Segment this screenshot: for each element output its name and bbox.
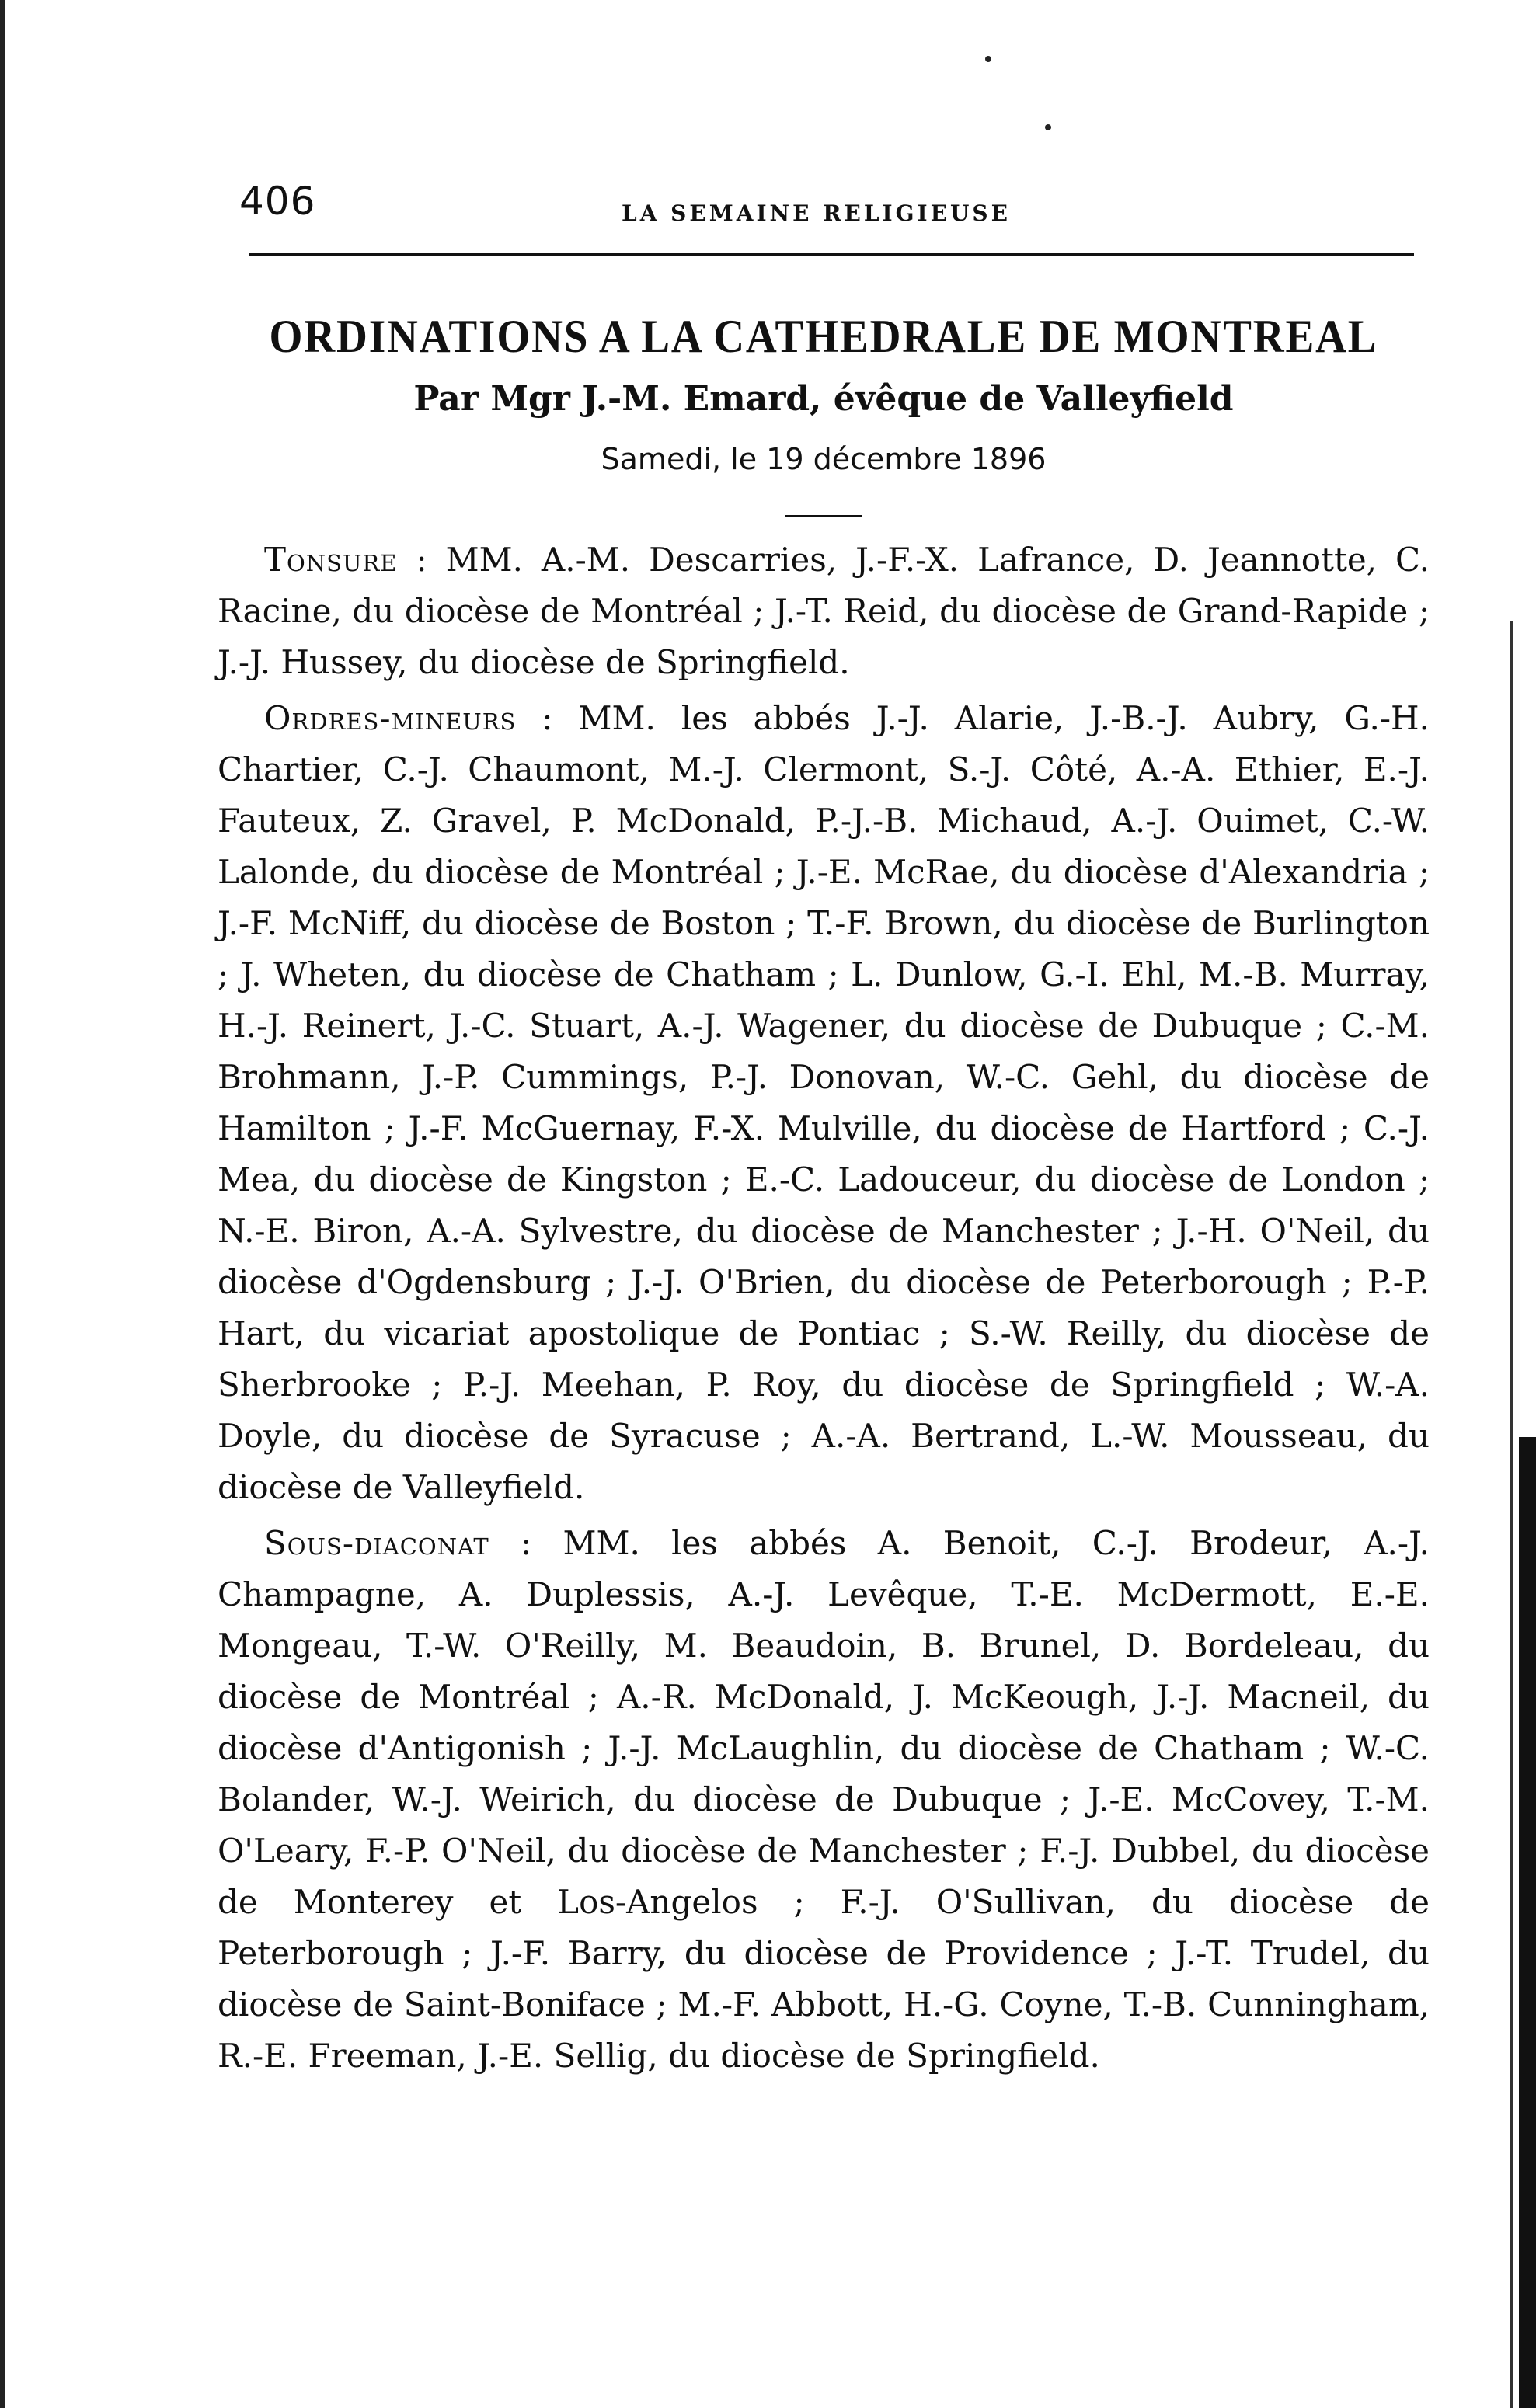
page: [218, 171, 1430, 2086]
scan-speck: [985, 56, 991, 62]
article-date: Samedi, le 19 décembre 1896: [601, 442, 1047, 476]
section-text: : MM. les abbés A. Benoit, C.-J. Brodeur, A.-J. Champagne, A. Duplessis, A.-J. Levêque, T.-E. McDermott, E.-E. Mongeau, T.-W. O'Reilly, M. Beaudoin, B. Brunel, D. Bordeleau, du diocèse de Montréal ; A.-R. McDonald, J. McKeough, J.-J. Macneil, du diocèse d'Antigonish ; J.-J. McLaughlin, du diocèse de Chatham ; W.-C. Bolander, W.-J. Weirich, du diocèse de Dubuque ; J.-E. McCovey, T.-M. O'Leary, F.-P. O'Neil, du diocèse de Manchester ; F.-J. Dubbel, du diocèse de Monterey et Los-Angelos ; F.-J. O'Sullivan, du diocèse de Peterborough ; J.-F. Barry, du diocèse de Providence ; J.-T. Trudel, du diocèse de Saint-Boniface ; M.-F. Abbott, H.-G. Coyne, T.-B. Cunningham, R.-E. Freeman, J.-E. Sellig, du diocèse de Springfield.: [218, 1524, 1430, 2075]
header-rule: [249, 253, 1414, 256]
running-head: [218, 171, 1430, 241]
scan-left-edge: [0, 0, 5, 2408]
section-tonsure: [218, 534, 1430, 688]
section-label: Sous-diaconat: [264, 1524, 489, 1562]
journal-title: LA SEMAINE RELIGIEUSE: [622, 200, 1011, 226]
section-sous-diaconat: [218, 1518, 1430, 2082]
article-title: ORDINATIONS A LA CATHEDRALE DE MONTREAL: [269, 311, 1378, 362]
article-byline: Par Mgr J.-M. Emard, évêque de Valleyfield: [413, 379, 1234, 419]
scan-right-line: [1510, 621, 1513, 2408]
page-number: 406: [239, 179, 316, 224]
section-label: Ordres-mineurs: [264, 699, 517, 737]
section-text: : MM. les abbés J.-J. Alarie, J.-B.-J. Aubry, G.-H. Chartier, C.-J. Chaumont, M.-J. Clermont, S.-J. Côté, A.-A. Ethier, E.-J. Fauteux, Z. Gravel, P. McDonald, P.-J.-B. Michaud, A.-J. Ouimet, C.-W. Lalonde, du diocèse de Montréal ; J.-E. McRae, du diocèse d'Alexandria ; J.-F. McNiff, du diocèse de Boston ; T.-F. Brown, du diocèse de Burlington ; J. Wheten, du diocèse de Chatham ; L. Dunlow, G.-I. Ehl, M.-B. Murray, H.-J. Reinert, J.-C. Stuart, A.-J. Wagener, du diocèse de Dubuque ; C.-M. Brohmann, J.-P. Cummings, P.-J. Donovan, W.-C. Gehl, du diocèse de Hamilton ; J.-F. McGuernay, F.-X. Mulville, du diocèse de Hartford ; C.-J. Mea, du diocèse de Kingston ; E.-C. Ladouceur, du diocèse de London ; N.-E. Biron, A.-A. Sylvestre, du diocèse de Manchester ; J.-H. O'Neil, du diocèse d'Ogdensburg ; J.-J. O'Brien, du diocèse de Peterborough ; P.-P. Hart, du vicariat apostolique de Pontiac ; S.-W. Reilly, du diocèse de Sherbrooke ; P.-J. Meehan, P. Roy, du diocèse de Springfield ; W.-A. Doyle, du diocèse de Syracuse ; A.-A. Bertrand, L.-W. Mousseau, du diocèse de Valleyfield.: [218, 699, 1430, 1506]
section-ordres-mineurs: [218, 693, 1430, 1513]
section-divider: [785, 515, 862, 517]
section-text: : MM. A.-M. Descarries, J.-F.-X. Lafrance, D. Jeannotte, C. Racine, du diocèse de Montréal ; J.-T. Reid, du diocèse de Grand-Rapide ; J.-J. Hussey, du diocèse de Springfield.: [218, 541, 1430, 681]
scan-right-edge: [1519, 1437, 1536, 2408]
section-label: Tonsure: [264, 541, 398, 579]
scan-speck: [1045, 124, 1051, 130]
